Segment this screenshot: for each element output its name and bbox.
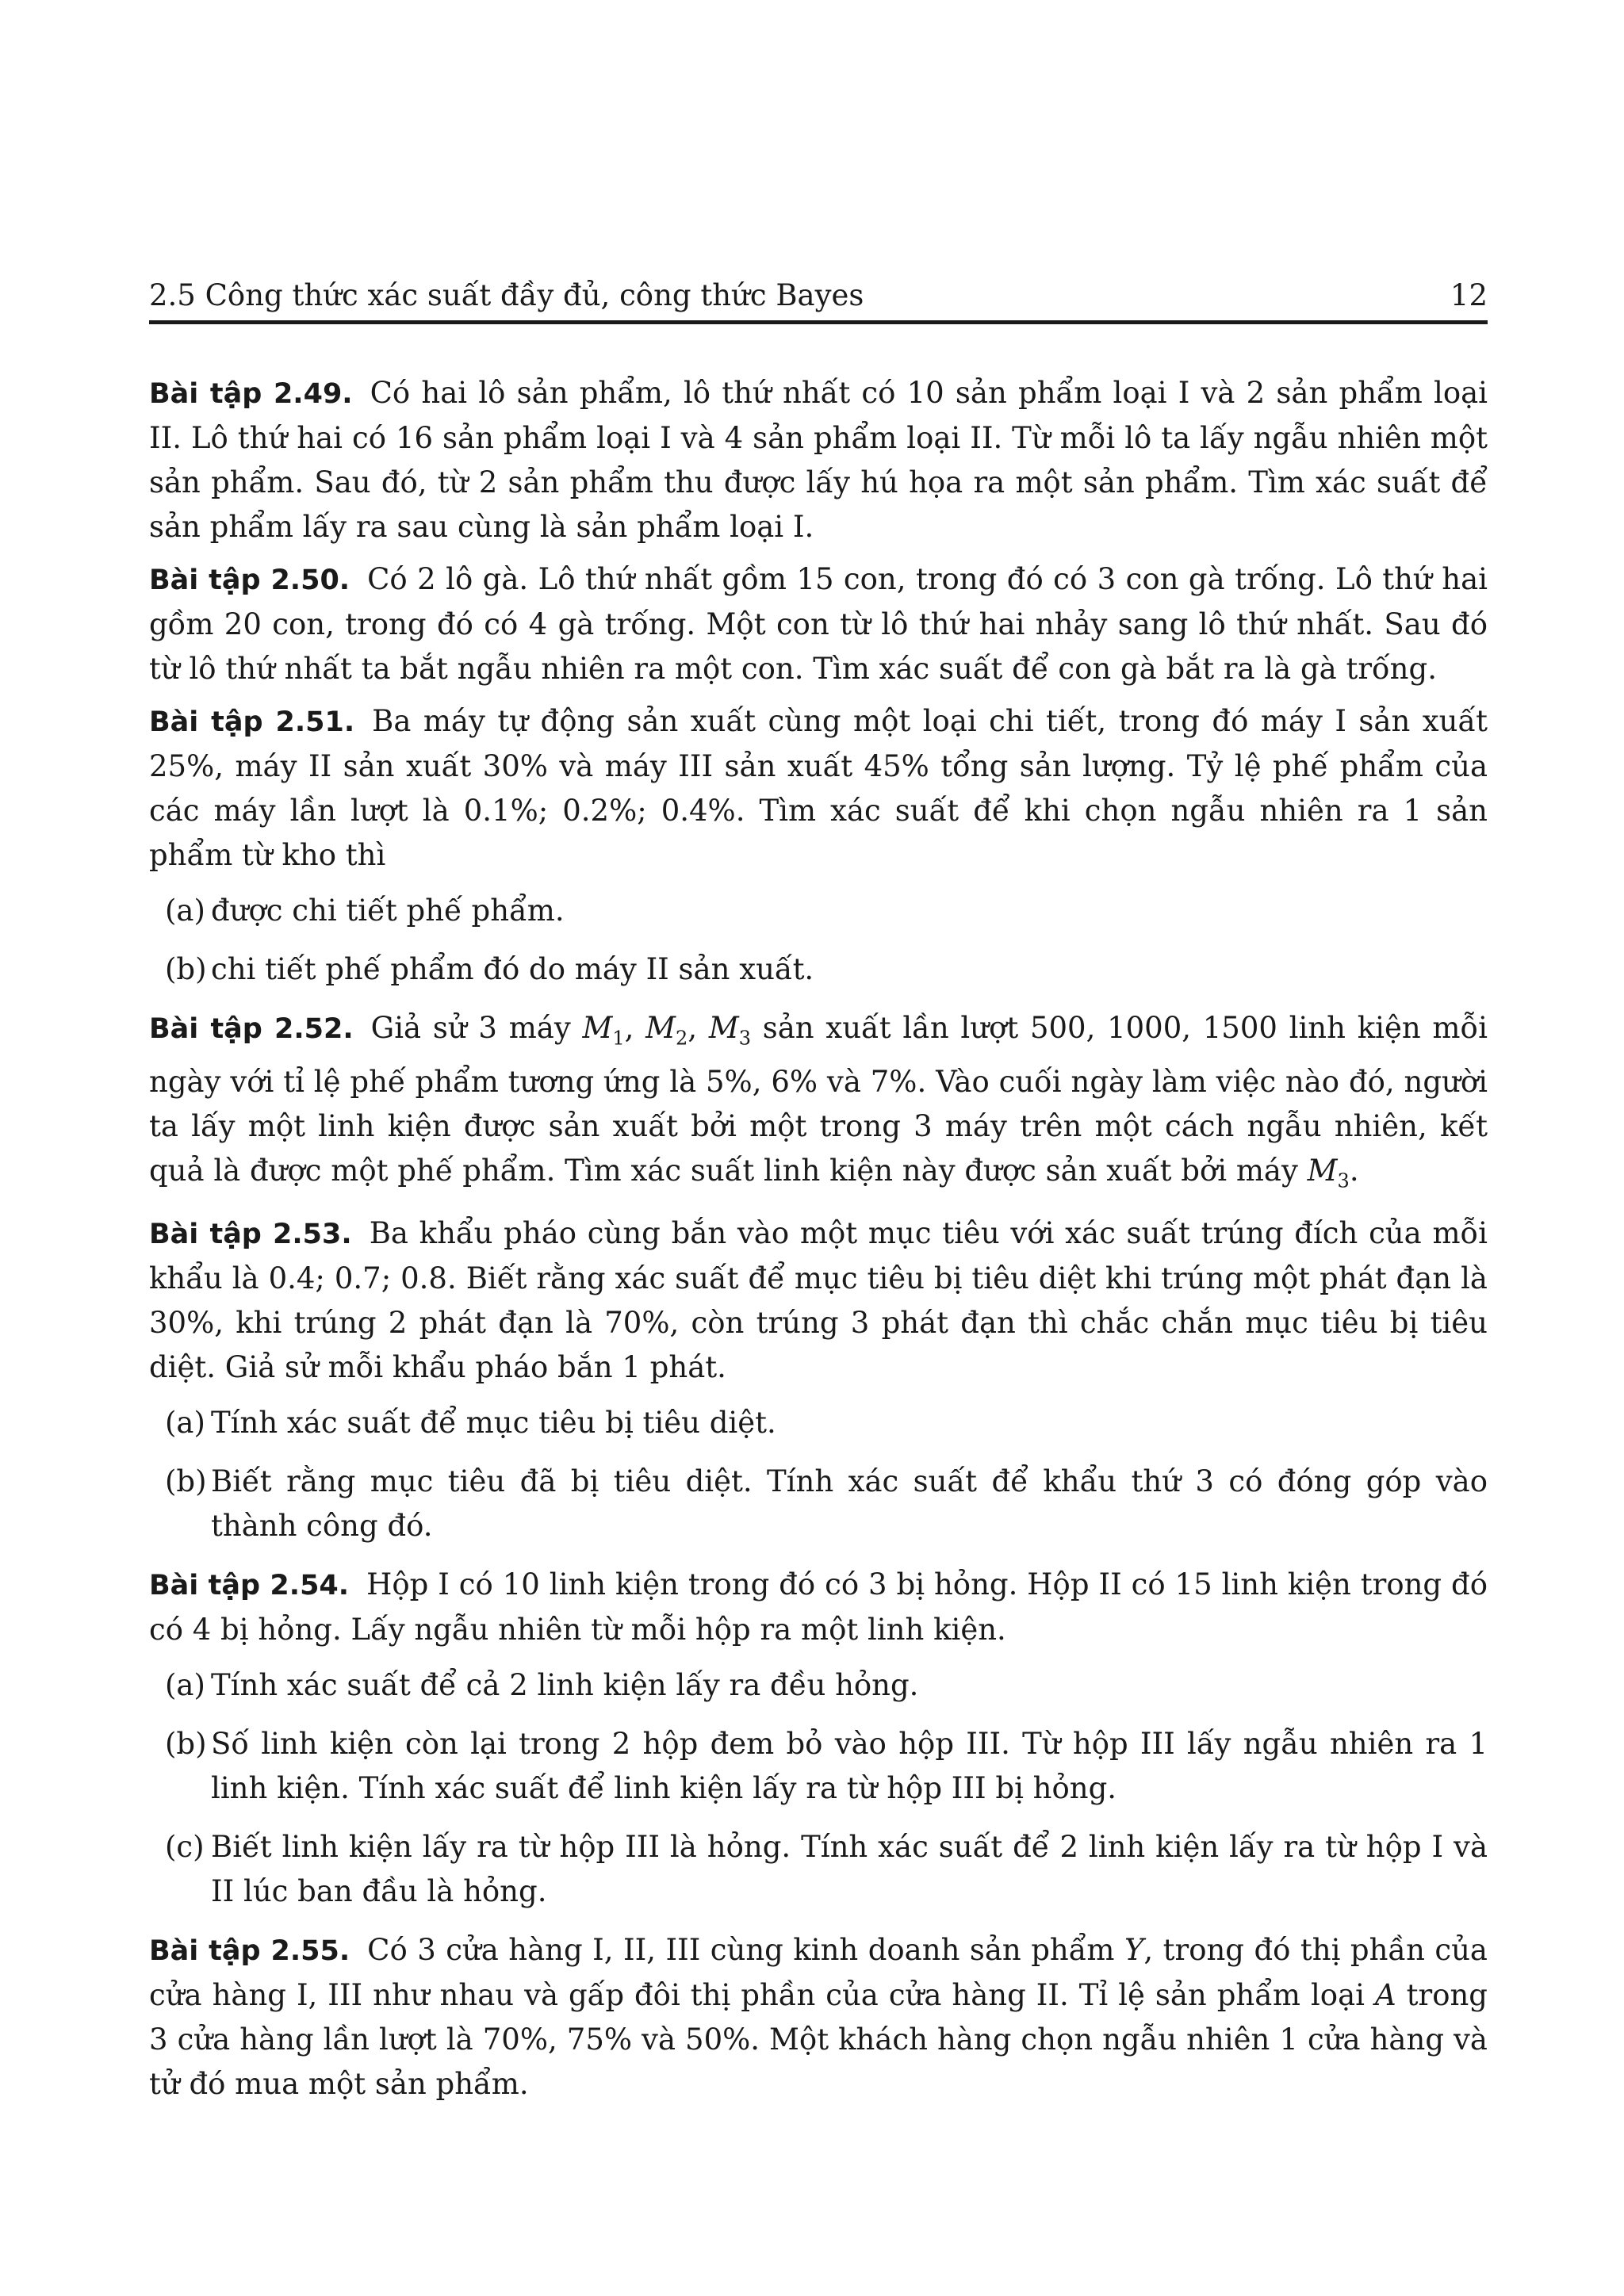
item-text: Tính xác suất để mục tiêu bị tiêu diệt. <box>211 1405 776 1440</box>
exercise-2-51-items <box>149 889 1488 992</box>
exercise-text-part: Giả sử 3 máy <box>370 1011 583 1045</box>
exercise-2-51 <box>149 699 1488 878</box>
item-label: (b) <box>165 1726 207 1761</box>
math-var: M <box>645 1011 676 1045</box>
exercise-label: Bài tập 2.54. <box>149 1569 350 1601</box>
list-item <box>149 1825 1488 1914</box>
exercise-text-part: trong 3 cửa hàng lần lượt là 70%, 75% và 50%. Một khách hàng chọn ngẫu nhiên 1 cửa hàng và tử đó mua một sản phẩm. <box>149 1977 1488 2101</box>
math-subscript: 3 <box>1337 1169 1350 1192</box>
exercise-label: Bài tập 2.50. <box>149 564 350 596</box>
item-text: được chi tiết phế phẩm. <box>211 894 565 928</box>
math-subscript: 3 <box>738 1027 751 1050</box>
exercise-label: Bài tập 2.51. <box>149 706 355 738</box>
exercise-2-54 <box>149 1563 1488 1652</box>
item-label: (a) <box>165 1667 205 1702</box>
list-item <box>149 1460 1488 1548</box>
list-item <box>149 947 1488 992</box>
separator: , <box>624 1011 646 1045</box>
exercise-text: Ba máy tự động sản xuất cùng một loại chi tiết, trong đó máy I sản xuất 25%, máy II sản xuất 30% và máy III sản xuất 45% tổng sản lượng. Tỷ lệ phế phẩm của các máy lần lượt là 0.1%; 0.2%; 0.4%. Tìm xác suất để khi chọn ngẫu nhiên ra 1 sản phẩm từ kho thì <box>149 704 1488 872</box>
running-header <box>149 276 1488 324</box>
exercise-text: Hộp I có 10 linh kiện trong đó có 3 bị hỏng. Hộp II có 15 linh kiện trong đó có 4 bị hỏng. Lấy ngẫu nhiên từ mỗi hộp ra một linh kiện. <box>149 1567 1488 1647</box>
exercise-label: Bài tập 2.52. <box>149 1013 354 1045</box>
exercise-text: Có hai lô sản phẩm, lô thứ nhất có 10 sản phẩm loại I và 2 sản phẩm loại II. Lô thứ hai có 16 sản phẩm loại I và 4 sản phẩm loại II. Từ mỗi lô ta lấy ngẫu nhiên một sản phẩm. Sau đó, từ 2 sản phẩm thu được lấy hú họa ra một sản phẩm. Tìm xác suất để sản phẩm lấy ra sau cùng là sản phẩm loại I. <box>149 376 1488 544</box>
list-item <box>149 1722 1488 1811</box>
separator: , <box>688 1011 709 1045</box>
exercise-text-part: . <box>1349 1154 1359 1188</box>
section-title: 2.5 Công thức xác suất đầy đủ, công thức Bayes <box>149 278 864 312</box>
exercise-2-53-items <box>149 1401 1488 1548</box>
exercise-text-part: , trong đó thị phần của cửa hàng I, III như nhau và gấp đôi thị phần của cửa hàng II. Tỉ lệ sản phẩm loại <box>149 1932 1488 2012</box>
math-subscript: 1 <box>612 1027 625 1050</box>
item-text: chi tiết phế phẩm đó do máy II sản xuất. <box>211 952 814 986</box>
item-text: Tính xác suất để cả 2 linh kiện lấy ra đều hỏng. <box>211 1667 919 1702</box>
exercise-text: Ba khẩu pháo cùng bắn vào một mục tiêu với xác suất trúng đích của mỗi khẩu là 0.4; 0.7; 0.8. Biết rằng xác suất để mục tiêu bị tiêu diệt khi trúng một phát đạn là 30%, khi trúng 2 phát đạn là 70%, còn trúng 3 phát đạn thì chắc chắn mục tiêu bị tiêu diệt. Giả sử mỗi khẩu pháo bắn 1 phát. <box>149 1215 1488 1384</box>
item-text: Biết rằng mục tiêu đã bị tiêu diệt. Tính xác suất để khẩu thứ 3 có đóng góp vào thành công đó. <box>211 1464 1488 1543</box>
exercise-2-53 <box>149 1211 1488 1390</box>
exercise-2-50 <box>149 557 1488 691</box>
exercise-2-55 <box>149 1928 1488 2107</box>
page-number: 12 <box>1450 278 1488 312</box>
exercise-label: Bài tập 2.55. <box>149 1934 350 1967</box>
math-var: Y <box>1124 1932 1144 1967</box>
page-content <box>149 371 1488 2114</box>
exercise-2-54-items <box>149 1663 1488 1914</box>
exercise-2-52 <box>149 1006 1488 1203</box>
exercise-label: Bài tập 2.49. <box>149 378 353 410</box>
math-var: M <box>708 1011 739 1045</box>
item-label: (c) <box>165 1829 205 1864</box>
math-subscript: 2 <box>676 1027 688 1050</box>
list-item <box>149 889 1488 933</box>
exercise-2-49 <box>149 371 1488 549</box>
exercise-text-part: Có 3 cửa hàng I, II, III cùng kinh doanh sản phẩm <box>367 1932 1124 1967</box>
item-text: Số linh kiện còn lại trong 2 hộp đem bỏ vào hộp III. Từ hộp III lấy ngẫu nhiên ra 1 linh kiện. Tính xác suất để linh kiện lấy ra từ hộp III bị hỏng. <box>211 1726 1488 1805</box>
exercise-label: Bài tập 2.53. <box>149 1218 352 1250</box>
exercise-text: Có 2 lô gà. Lô thứ nhất gồm 15 con, trong đó có 3 con gà trống. Lô thứ hai gồm 20 con, trong đó có 4 gà trống. Một con từ lô thứ hai nhảy sang lô thứ nhất. Sau đó từ lô thứ nhất ta bắt ngẫu nhiên ra một con. Tìm xác suất để con gà bắt ra là gà trống. <box>149 562 1488 686</box>
item-label: (a) <box>165 894 205 928</box>
list-item <box>149 1663 1488 1708</box>
list-item <box>149 1401 1488 1445</box>
math-var: M <box>1307 1154 1338 1188</box>
math-var: A <box>1374 1977 1396 2012</box>
item-label: (b) <box>165 952 207 986</box>
exercise-text-part: sản xuất lần lượt 500, 1000, 1500 linh kiện mỗi ngày với tỉ lệ phế phẩm tương ứng là 5%, 6% và 7%. Vào cuối ngày làm việc nào đó, người ta lấy một linh kiện được sản xuất bởi một trong 3 máy trên một cách ngẫu nhiên, kết quả là được một phế phẩm. Tìm xác suất linh kiện này được sản xuất bởi máy <box>149 1011 1488 1188</box>
item-text: Biết linh kiện lấy ra từ hộp III là hỏng. Tính xác suất để 2 linh kiện lấy ra từ hộp I và II lúc ban đầu là hỏng. <box>211 1829 1488 1908</box>
math-var: M <box>582 1011 613 1045</box>
item-label: (b) <box>165 1464 207 1498</box>
item-label: (a) <box>165 1405 205 1440</box>
